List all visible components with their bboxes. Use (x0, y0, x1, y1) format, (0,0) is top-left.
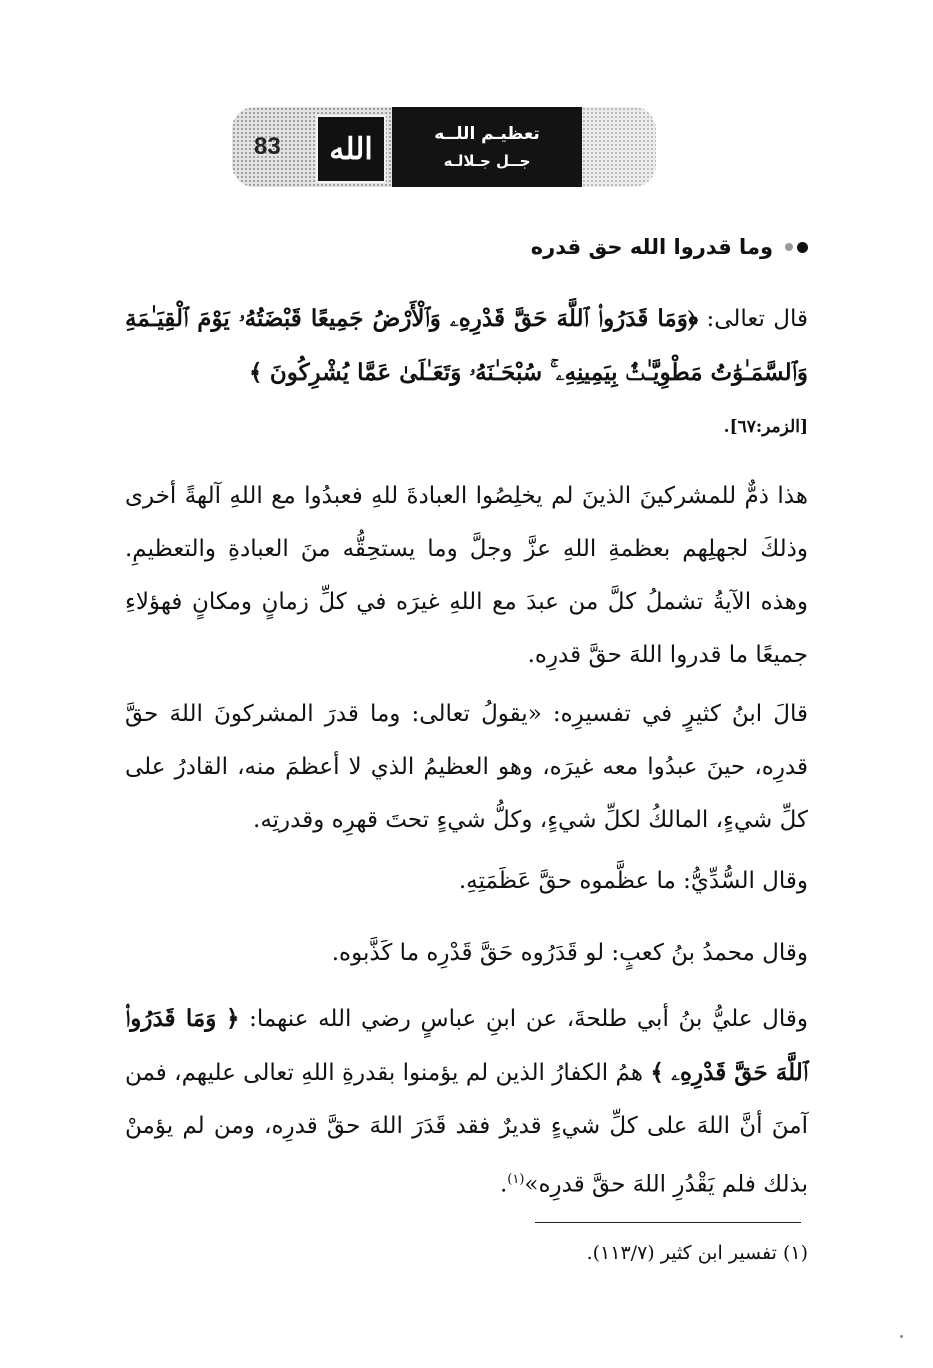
verse-paragraph (125, 292, 808, 400)
footnote-marker: (١) (507, 1172, 525, 1187)
paragraph-suddi: وقال السُّدِّيُّ: ما عظَّموه حقَّ عَظَمَتِهِ. (458, 868, 808, 894)
page-number: 83 (254, 133, 281, 160)
ali-verse-close-bracket: ﴾ (650, 1059, 664, 1086)
verse-text: وَمَا قَدَرُوا۟ ٱللَّهَ حَقَّ قَدْرِهِۦ وَٱلْأَرْضُ جَمِيعًا قَبْضَتُهُۥ يَوْمَ ٱلْقِيَـٰمَةِ وَٱلسَّمَـٰوَٰتُ مَطْوِيَّـٰتٌۢ بِيَمِينِهِۦ ۚ سُبْحَـٰنَهُۥ وَتَعَـٰلَىٰ عَمَّا يُشْرِكُونَ (125, 305, 808, 386)
banner-decorative-panel (582, 107, 656, 187)
ali-verse-text: وَمَا قَدَرُوا۟ ٱللَّهَ حَقَّ قَدْرِهِۦ (125, 1005, 809, 1086)
paragraph-kaab: وقال محمدُ بنُ كعبٍ: لو قَدَرُوه حَقَّ قَدْرِه ما كَذَّبوه. (331, 940, 808, 966)
footnote: (١) تفسير ابن كثير (١١٣/٧). (586, 1242, 808, 1264)
heading-bullet-icon (785, 242, 808, 253)
ali-text-part1: وقال عليُّ بنُ أبي طلحةَ، عن ابنِ عباسٍ رضي الله عنهما: (239, 1006, 808, 1032)
scan-speck (900, 1335, 903, 1338)
paragraph-ibn-kathir: قالَ ابنُ كثيرٍ في تفسيرِه: «يقولُ تعالى: وما قدرَ المشركونَ اللهَ حقَّ قدرِه، حينَ عبدُوا معه غيرَه، وهو العظيمُ الذي لا أعظمَ منه، القادرُ على كلِّ شيءٍ، المالكُ لكلِّ شيءٍ، وكلُّ شيءٍ تحتَ قهرِه وقدرتِه. (125, 701, 808, 833)
section-heading (531, 235, 808, 259)
logo-text: الله (329, 131, 373, 167)
section-title: وما قدروا الله حق قدره (530, 235, 773, 259)
paragraph-ali-ibn-abi-talha (125, 992, 808, 1212)
verse-close-bracket: ﴾ (249, 359, 263, 386)
series-title-line1: تعظيـم اللــه (434, 124, 540, 144)
banner-title-panel (392, 107, 582, 187)
banner-number-panel (232, 107, 392, 187)
ali-text-end: . (499, 1171, 508, 1198)
page-header-banner (232, 107, 656, 187)
footnote-divider (535, 1222, 801, 1223)
verse-reference-line (125, 405, 808, 447)
verse-intro: قال تعالى: (698, 306, 808, 332)
verse-reference: [الزمر:٦٧]. (723, 417, 808, 437)
verse-open-bracket: ﴿ (687, 305, 699, 332)
ali-text-part2: همُ الكفارُ الذين لم يؤمنوا بقدرةِ اللهِ تعالى عليهم، فمن آمنَ أنَّ اللهَ على كلِّ شيءٍ قديرٌ فقد قَدَرَ اللهَ حقَّ قدرِه، ومن لم يؤمنْ بذلك فلم يَقْدُرِ اللهَ حقَّ قدرِه» (125, 1060, 808, 1198)
paragraph-dhamm: هذا ذمٌّ للمشركينَ الذينَ لم يخلِصُوا العبادةَ للهِ فعبدُوا مع اللهِ آلهةً أخرى وذلكَ لجهلِهم بعظمةِ اللهِ عزَّ وجلَّ وما يستحِقُّه منَ العبادةِ والتعظيمِ. وهذه الآيةُ تشملُ كلَّ من عبدَ مع اللهِ غيرَه في كلِّ زمانٍ ومكانٍ فهؤلاءِ جميعًا ما قدروا اللهَ حقَّ قدرِه. (125, 483, 808, 668)
series-title-line2: جــل جـلالـه (443, 152, 531, 170)
allah-calligraphy-logo (316, 115, 386, 183)
ali-verse-open-bracket: ﴿ (225, 1005, 240, 1032)
